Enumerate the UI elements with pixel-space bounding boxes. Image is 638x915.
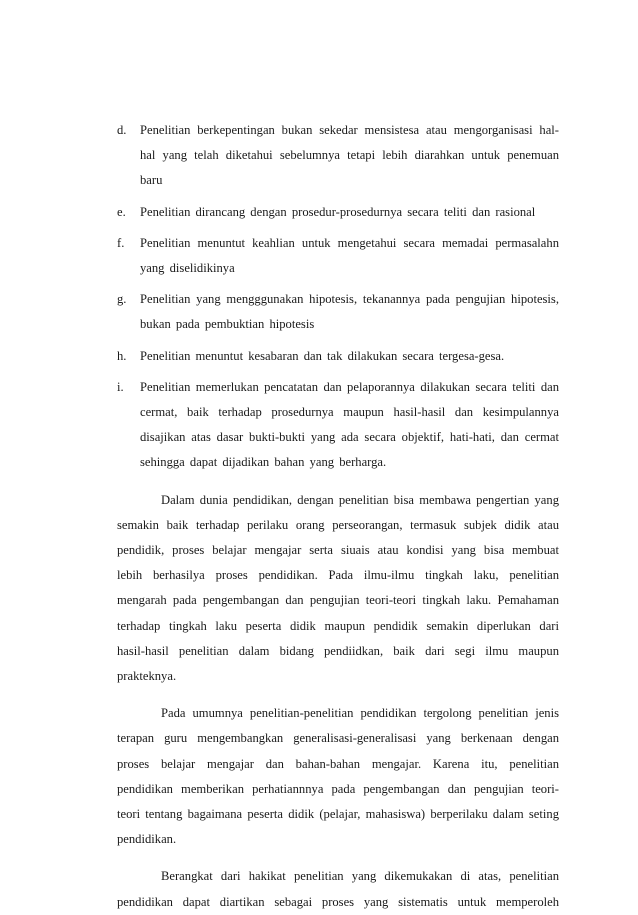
list-item xyxy=(117,200,559,225)
list-marker: f. xyxy=(117,235,125,250)
list-item-text: Penelitian berkepentingan bukan sekedar mensistesa atau mengorganisasi hal-hal yang telah diketahui sebelumnya tetapi lebih diarahkan untuk penemuan baru xyxy=(140,123,559,188)
list-item-text: Penelitian menuntut kesabaran dan tak dilakukan secara tergesa-gesa. xyxy=(140,348,505,363)
list-marker: d. xyxy=(117,123,127,137)
criteria-list xyxy=(117,118,559,476)
list-item xyxy=(117,118,559,194)
list-item-text: Penelitian yang mengggunakan hipotesis, tekanannya pada pengujian hipotesis, bukan pada pembuktian hipotesis xyxy=(140,292,559,332)
list-item xyxy=(117,375,559,476)
body-paragraph: Berangkat dari hakikat penelitian yang dikemukakan di atas, penelitian pendidikan dapat diartikan sebagai proses yang sistematis untuk memperoleh xyxy=(117,869,559,909)
list-marker: g. xyxy=(117,292,127,307)
list-item-text: Penelitian memerlukan pencatatan dan pelaporannya dilakukan secara teliti dan cermat, baik terhadap prosedurnya maupun hasil-hasil dan kesimpulannya disajikan atas dasar bukti-bukti yang ada secara objektif, hati-hati, dan cermat sehingga dapat dijadikan bahan yang berharga. xyxy=(140,379,559,470)
page-body xyxy=(117,118,559,915)
list-item xyxy=(117,344,559,369)
list-item-text: Penelitian dirancang dengan prosedur-prosedurnya secara teliti dan rasional xyxy=(140,204,536,219)
list-item xyxy=(117,231,559,281)
list-marker: i. xyxy=(117,379,124,394)
list-marker: h. xyxy=(117,348,127,363)
list-marker: e. xyxy=(117,204,126,219)
list-item-text: Penelitian menuntut keahlian untuk mengetahui secara memadai permasalahn yang diselidikinya xyxy=(140,235,559,276)
body-paragraph: Dalam dunia pendidikan, dengan penelitian bisa membawa pengertian yang semakin baik terhadap perilaku orang perseorangan, termasuk subjek didik atau pendidik, proses belajar mengajar serta siuais atau kondisi yang bisa membuat lebih berhasilya proses pendidikan. Pada ilmu-ilmu tingkah laku, penelitian mengarah pada pengembangan dan pengujian teori-teori tingkah laku. Pemahaman terhadap tingkah laku peserta didik maupun pendidik semakin diperlukan dari hasil-hasil penelitian dalam bidang pendiidkan, baik dari segi ilmu maupun prakteknya. xyxy=(117,492,559,684)
list-item xyxy=(117,287,559,337)
body-paragraph: Pada umumnya penelitian-penelitian pendidikan tergolong penelitian jenis terapan guru mengembangkan generalisasi-generalisasi yang berkenaan dengan proses belajar mengajar dan bahan-bahan mengajar. Karena itu, penelitian pendidikan memberikan perhatiannnya pada pengembangan dan pengujian teori-teori tentang bagaimana peserta didik (pelajar, mahasiswa) berperilaku dalam seting pendidikan. xyxy=(117,706,559,847)
